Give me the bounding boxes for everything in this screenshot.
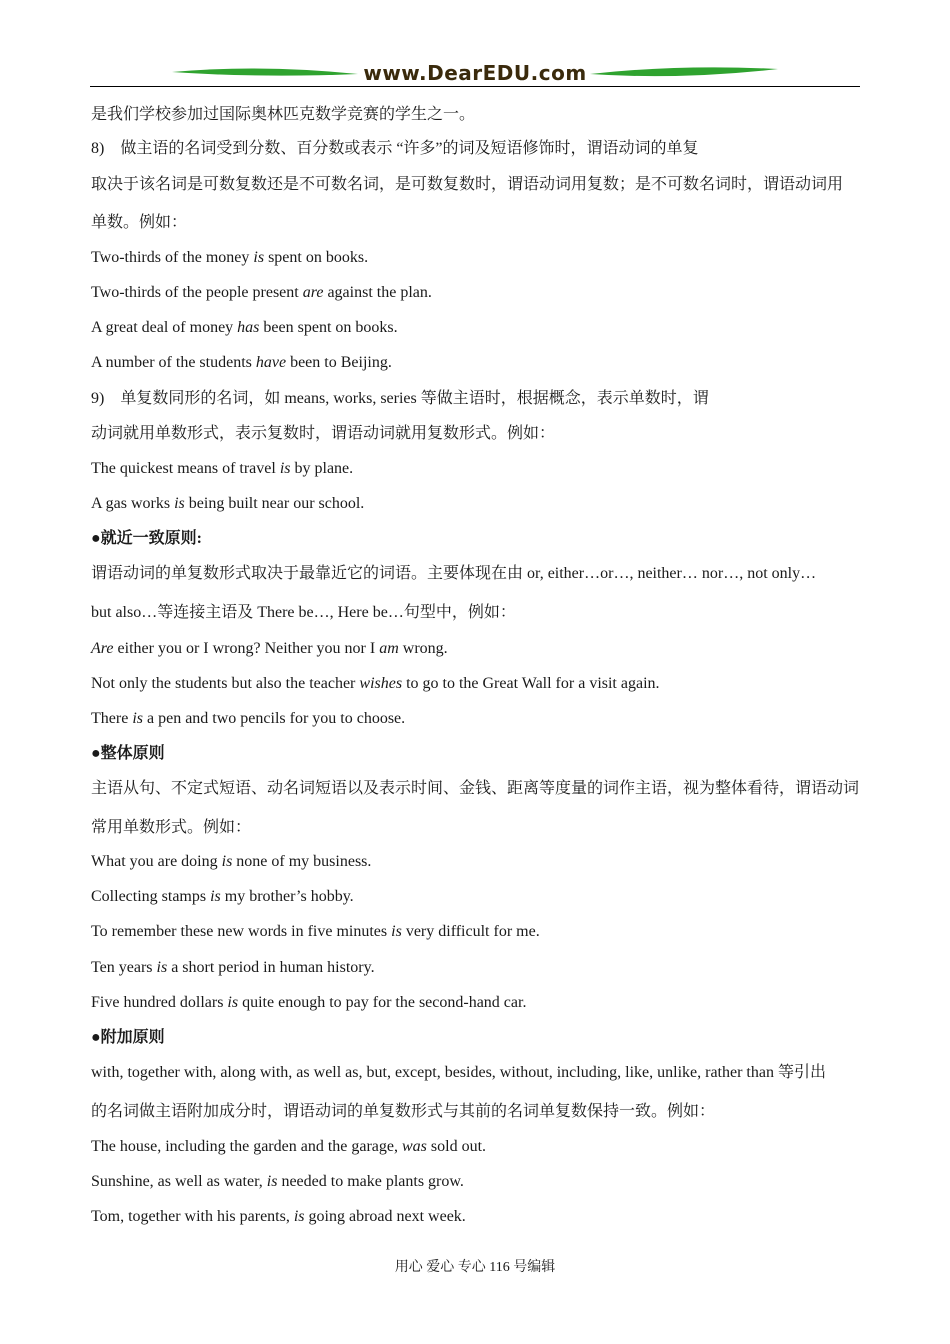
text-segment: spent on books. xyxy=(264,249,369,266)
text-line xyxy=(91,817,251,839)
text-segment: been to Beijing. xyxy=(286,354,392,371)
text-segment: 常用单数形式。例如： xyxy=(91,819,252,836)
verb-emphasis: am xyxy=(379,640,399,657)
text-segment: 是我们学校参加过国际奥林匹克数学竞赛的学生之一。 xyxy=(91,106,476,123)
page-header xyxy=(90,60,860,90)
text-segment: 主语从句、不定式短语、动名词短语以及表示时间、金钱、距离等度量的词作主语，视为整体看待，谓语动词 xyxy=(91,780,860,797)
text-line xyxy=(91,104,475,126)
text-segment: Not only the students but also the teacher xyxy=(91,675,360,692)
text-segment: 的名词做主语附加成分时，谓语动词的单复数形式与其前的名词单复数保持一致。例如： xyxy=(91,1103,716,1120)
text-line xyxy=(91,352,392,374)
text-line xyxy=(91,921,540,943)
text-segment: a pen and two pencils for you to choose. xyxy=(142,710,406,727)
text-segment: none of my business. xyxy=(232,853,372,870)
text-segment: 8) 做主语的名词受到分数、百分数或表示 “许多”的词及短语修饰时，谓语动词的单复 xyxy=(91,140,699,157)
text-segment: sold out. xyxy=(426,1138,487,1155)
verb-emphasis: wishes xyxy=(359,675,403,692)
text-line xyxy=(91,638,448,660)
text-line xyxy=(91,317,398,339)
verb-emphasis: is xyxy=(279,460,291,477)
text-segment: A great deal of money xyxy=(91,319,238,336)
text-segment: against the plan. xyxy=(323,284,432,301)
text-line xyxy=(91,1171,464,1193)
text-line xyxy=(91,493,364,515)
text-line xyxy=(91,1062,826,1084)
header-divider xyxy=(90,86,860,87)
text-segment: Ten years xyxy=(91,959,157,976)
text-line xyxy=(91,708,405,730)
text-segment: but also…等连接主语及 There be…, Here be…句型中，例如： xyxy=(91,604,516,621)
text-segment: quite enough to pay for the second-hand car. xyxy=(238,994,527,1011)
verb-emphasis: is xyxy=(132,710,143,727)
text-segment: Collecting stamps xyxy=(91,888,211,905)
text-line xyxy=(91,1206,466,1228)
text-segment: What you are doing xyxy=(91,853,222,870)
text-line xyxy=(91,992,526,1014)
text-line xyxy=(91,957,375,979)
verb-emphasis: are xyxy=(302,284,324,301)
text-line xyxy=(91,247,368,269)
text-segment: needed to make plants grow. xyxy=(277,1173,464,1190)
verb-emphasis: is xyxy=(174,495,185,512)
text-segment: a short period in human history. xyxy=(167,959,375,976)
verb-emphasis: is xyxy=(293,1208,305,1225)
text-segment: 单数。例如： xyxy=(91,214,188,231)
text-segment: ●整体原则 xyxy=(91,745,165,762)
text-segment: going abroad next week. xyxy=(304,1208,466,1225)
text-segment: To remember these new words in five minutes xyxy=(91,923,392,940)
text-line xyxy=(91,282,432,304)
section-heading xyxy=(91,743,165,765)
verb-emphasis: is xyxy=(391,923,402,940)
text-segment: Sunshine, as well as water, xyxy=(91,1173,267,1190)
text-line xyxy=(91,174,843,196)
text-segment: with, together with, along with, as well as, but, except, besides, without, including, like, unlike, rather than 等引出 xyxy=(91,1064,826,1081)
text-segment: A number of the students xyxy=(91,354,256,371)
section-heading xyxy=(91,1027,165,1049)
text-segment: wrong. xyxy=(398,640,448,657)
text-line xyxy=(91,138,699,160)
text-line xyxy=(91,388,709,410)
verb-emphasis: have xyxy=(255,354,287,371)
text-line xyxy=(91,1101,715,1123)
text-segment: ●附加原则 xyxy=(91,1029,165,1046)
text-line xyxy=(91,1136,486,1158)
text-segment: Five hundred dollars xyxy=(91,994,228,1011)
text-line xyxy=(91,851,371,873)
verb-emphasis: is xyxy=(227,994,239,1011)
text-segment: ●就近一致原则: xyxy=(91,530,202,547)
text-segment: Two-thirds of the people present xyxy=(91,284,303,301)
text-segment: Tom, together with his parents, xyxy=(91,1208,294,1225)
text-segment: either you or I wrong? Neither you nor I xyxy=(113,640,380,657)
verb-emphasis: is xyxy=(221,853,233,870)
text-line xyxy=(91,602,516,624)
text-segment: been spent on books. xyxy=(259,319,398,336)
text-line xyxy=(91,778,859,800)
text-segment: A gas works xyxy=(91,495,175,512)
text-segment: by plane. xyxy=(290,460,354,477)
text-line xyxy=(91,673,660,695)
text-segment: The quickest means of travel xyxy=(91,460,280,477)
verb-emphasis: Are xyxy=(91,640,114,657)
verb-emphasis: was xyxy=(402,1138,427,1155)
verb-emphasis: is xyxy=(210,888,221,905)
text-segment: being built near our school. xyxy=(184,495,365,512)
verb-emphasis: is xyxy=(253,249,265,266)
text-segment: There xyxy=(91,710,133,727)
text-line xyxy=(91,212,187,234)
text-segment: 谓语动词的单复数形式取决于最靠近它的词语。主要体现在由 or, either…or…, neither… nor…, not only… xyxy=(91,565,817,582)
verb-emphasis: is xyxy=(156,959,168,976)
page-footer: 用心 爱心 专心 116 号编辑 xyxy=(394,1260,556,1275)
text-line xyxy=(91,886,354,908)
text-segment: 9) 单复数同形的名词，如 means, works, series 等做主语时，根据概念，表示单数时，谓 xyxy=(91,390,709,407)
text-segment: my brother’s hobby. xyxy=(220,888,354,905)
text-segment: The house, including the garden and the garage, xyxy=(91,1138,402,1155)
text-segment: 动词就用单数形式，表示复数时，谓语动词就用复数形式。例如： xyxy=(91,425,556,442)
verb-emphasis: has xyxy=(237,319,260,336)
text-segment: to go to the Great Wall for a visit again. xyxy=(402,675,660,692)
text-line xyxy=(91,458,353,480)
verb-emphasis: is xyxy=(266,1173,278,1190)
text-line xyxy=(91,563,816,585)
text-segment: Two-thirds of the money xyxy=(91,249,254,266)
text-segment: 取决于该名词是可数复数还是不可数名词，是可数复数时，谓语动词用复数；是不可数名词时，谓语动词用 xyxy=(91,176,844,193)
text-segment: very difficult for me. xyxy=(401,923,540,940)
text-line xyxy=(91,423,555,445)
section-heading xyxy=(91,528,202,550)
site-logo[interactable]: www.DearEDU.com xyxy=(363,61,587,85)
